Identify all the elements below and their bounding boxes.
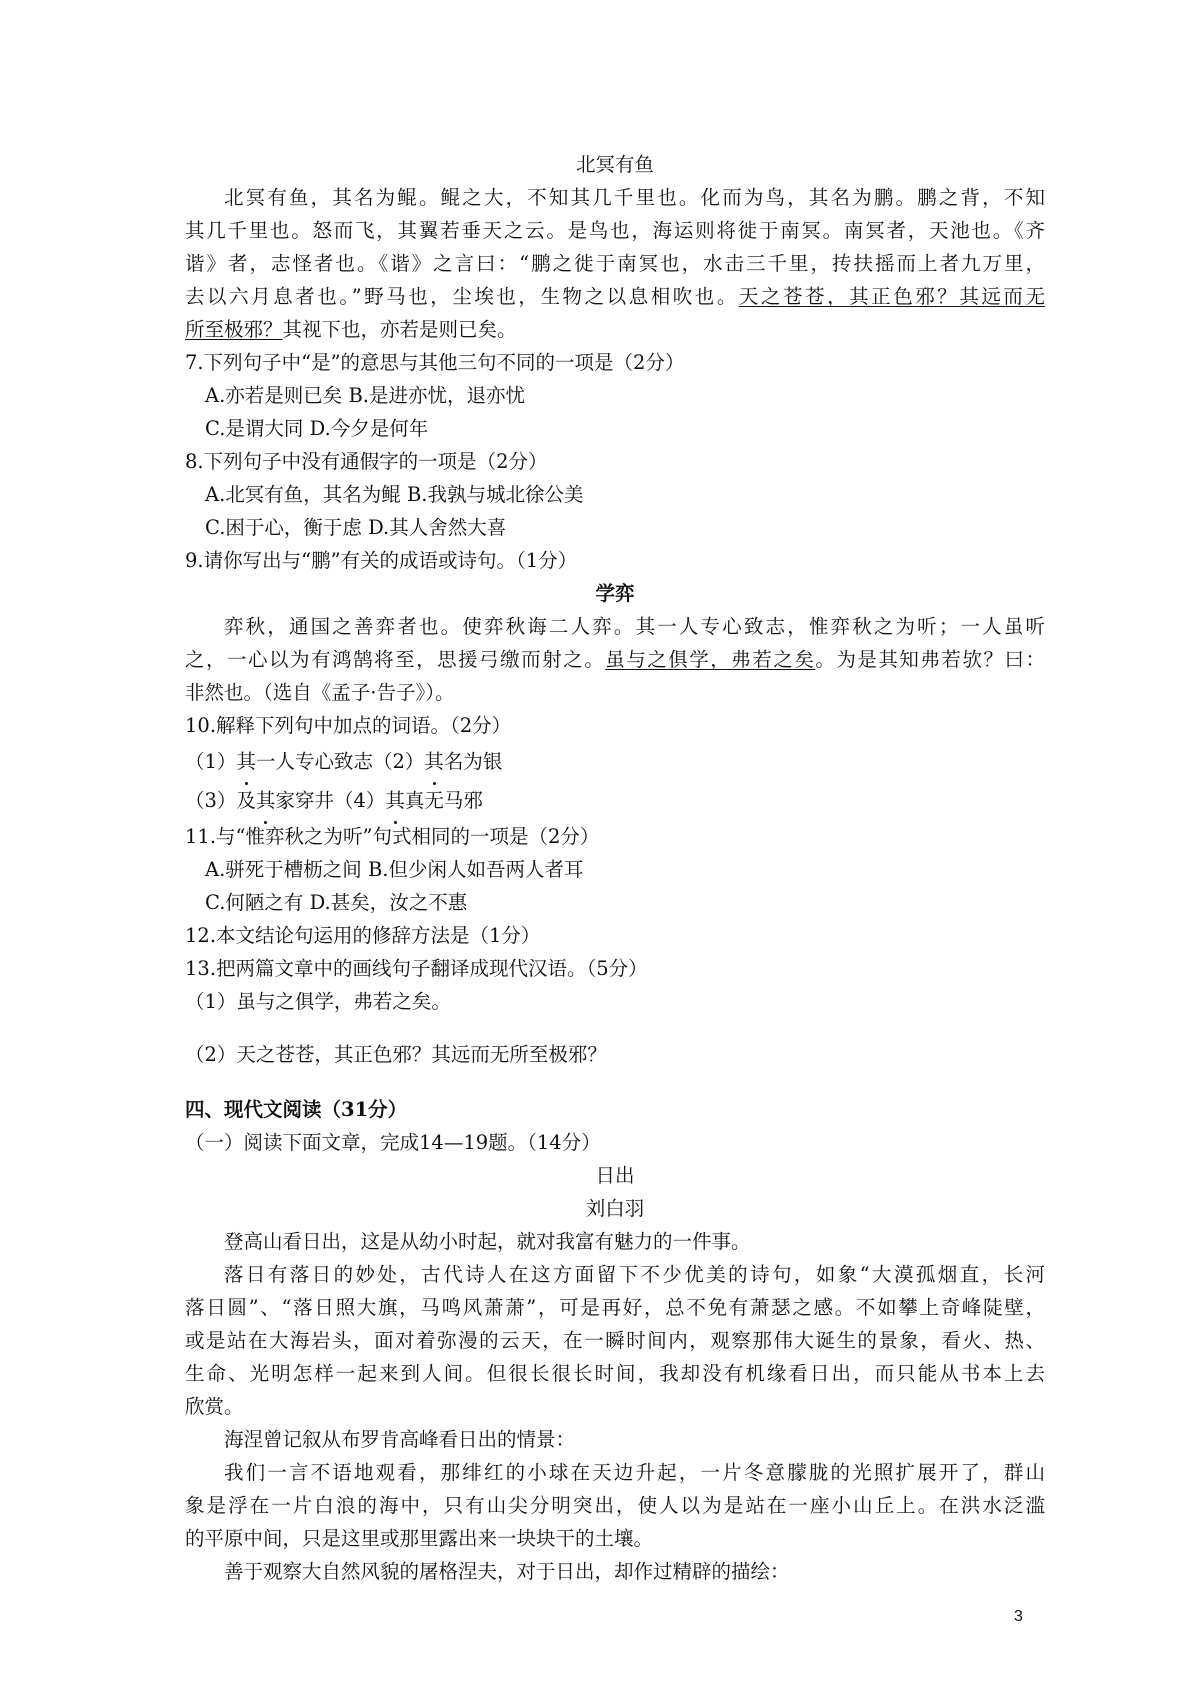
- dotted-word: 其: [236, 742, 256, 781]
- text-line: 弈秋，通国之善弈者也。使弈秋诲二人弈。其一人专心致志，惟弈秋之为听；一人虽听: [224, 615, 1045, 638]
- dotted-word: 其: [385, 781, 405, 820]
- text-line: 其几千里也。怒而飞，其翼若垂天之云。是鸟也，海运则将徙于南冥。南冥者，天池也。《齐: [185, 219, 1045, 242]
- question-options: C.何陋之有 D.甚矣，汝之不惠: [205, 891, 468, 914]
- question-stem: 7.下列句子中“是”的意思与其他三句不同的一项是（2分）: [185, 351, 685, 374]
- question-item: （2）天之苍苍，其正色邪？其远而无所至极邪？: [185, 1043, 607, 1066]
- question-options: C.困于心，衡于虑 D.其人舍然大喜: [205, 516, 507, 539]
- text-line: 谐》者，志怪者也。《谐》之言曰：“鹏之徙于南冥也，水击三千里，抟扶摇而上者九万里，: [185, 252, 1045, 275]
- question-stem: 11.与“惟弈秋之为听”句式相同的一项是（2分）: [185, 825, 600, 848]
- page-number: 3: [1014, 1608, 1023, 1625]
- section-gap: [185, 1071, 1045, 1093]
- item-text: 一人专心致志: [255, 750, 373, 773]
- text-segment: 之，一心以为有鸿鹄将至，思援弓缴而射之。: [185, 648, 606, 671]
- question-stem: 8.下列句子中没有通假字的一项是（2分）: [185, 450, 548, 473]
- underlined-sentence: 虽与之俱学，弗若之矣: [605, 648, 816, 671]
- dotted-word: 其: [256, 781, 276, 820]
- dotted-word: 其: [424, 742, 444, 781]
- text-line: [185, 280, 1045, 313]
- question-options: A.北冥有鱼，其名为鲲 B.我孰与城北徐公美: [205, 483, 584, 506]
- question-12: 12.本文结论句运用的修辞方法是（1分）: [185, 924, 541, 947]
- text-line: 海涅曾记叙从布罗肯高峰看日出的情景：: [224, 1428, 576, 1451]
- text-line: 的平原中间，只是这里或那里露出来一块块干的土壤。: [185, 1527, 654, 1550]
- text-line: [185, 313, 1045, 346]
- text-line: 落日圆”、“落日照大旗，马鸣风萧萧”，可是再好，总不免有萧瑟之感。不如攀上奇峰陡壁，: [185, 1296, 1045, 1319]
- underlined-sentence: 天之苍苍，其正色邪？其远而无: [738, 285, 1045, 308]
- item-label: （3）及: [185, 789, 256, 812]
- item-text: 真无马邪: [404, 789, 483, 812]
- passage-title-xueyi: 学弈: [595, 582, 635, 605]
- item-label: （2）: [372, 750, 425, 773]
- text-line: 生命、光明怎样一起来到人间。但很长很长时间，我却没有机缘看日出，而只能从书本上去: [185, 1362, 1045, 1385]
- text-line: 我们一言不语地观看，那绯红的小球在天边升起，一片冬意朦胧的光照扩展开了，群山: [224, 1461, 1045, 1484]
- question-options: A.骈死于槽枥之间 B.但少闲人如吾两人者耳: [205, 858, 584, 881]
- article-title: 日出: [595, 1164, 635, 1187]
- item-label: （1）: [185, 750, 237, 773]
- question-9: 9.请你写出与“鹏”有关的成语或诗句。（1分）: [185, 549, 578, 572]
- question-10: [185, 709, 1045, 820]
- text-line: 善于观察大自然风貌的屠格涅夫，对于日出，却作过精辟的描绘：: [224, 1560, 790, 1583]
- text-segment: 其视下也，亦若是则已矣。: [282, 318, 517, 341]
- text-line: 北冥有鱼，其名为鲲。鲲之大，不知其几千里也。化而为鸟，其名为鹏。鹏之背，不知: [224, 186, 1045, 209]
- section-subheading: （一）阅读下面文章，完成14—19题。（14分）: [185, 1131, 601, 1154]
- page-content: [185, 148, 1045, 1588]
- item-label: （4）: [333, 789, 386, 812]
- question-stem: 10.解释下列句中加点的词语。（2分）: [185, 714, 512, 737]
- text-line: 登高山看日出，这是从幼小时起，就对我富有魅力的一件事。: [224, 1230, 751, 1253]
- question-11: [185, 820, 1045, 919]
- article-author: 刘白羽: [585, 1197, 645, 1220]
- item-text: 名为银: [443, 750, 503, 773]
- text-line: [185, 643, 1045, 676]
- text-line: 或是站在大海岩头，面对着弥漫的云天，在一瞬时间内，观察那伟大诞生的景象，看火、热、: [185, 1329, 1045, 1352]
- text-line: 非然也。（选自《孟子·告子》）。: [185, 681, 455, 704]
- question-stem: 13.把两篇文章中的画线句子翻译成现代汉语。（5分）: [185, 957, 648, 980]
- question-item: （1）虽与之俱学，弗若之矣。: [185, 990, 451, 1013]
- text-line: 欣赏。: [185, 1395, 244, 1418]
- underlined-sentence: 所至极邪？: [185, 318, 283, 341]
- answer-space: [185, 1018, 1045, 1038]
- question-7: [185, 346, 1045, 445]
- article-body: [185, 1225, 1045, 1588]
- text-segment: 。为是其知弗若欤？曰：: [815, 648, 1045, 671]
- question-items: [185, 742, 1045, 781]
- question-options: C.是谓大同 D.今夕是何年: [205, 417, 429, 440]
- question-options: A.亦若是则已矣 B.是进亦忧，退亦忧: [205, 384, 526, 407]
- text-line: 象是浮在一片白浪的海中，只有山尖分明突出，使人以为是站在一座小山丘上。在洪水泛滥: [185, 1494, 1045, 1517]
- item-text: 家穿井: [275, 789, 334, 812]
- question-8: [185, 445, 1045, 544]
- section-heading: 四、现代文阅读（31分）: [185, 1098, 408, 1121]
- question-items: [185, 781, 1045, 820]
- text-segment: 去以六月息者也。”野马也，尘埃也，生物之以息相吹也。: [185, 285, 739, 308]
- passage-xueyi: [185, 610, 1045, 709]
- passage-title-beiming: 北冥有鱼: [575, 153, 654, 176]
- question-13: [185, 952, 1045, 1071]
- text-line: 落日有落日的妙处，古代诗人在这方面留下不少优美的诗句，如象“大漠孤烟直，长河: [224, 1263, 1045, 1286]
- passage-beiming: [185, 181, 1045, 346]
